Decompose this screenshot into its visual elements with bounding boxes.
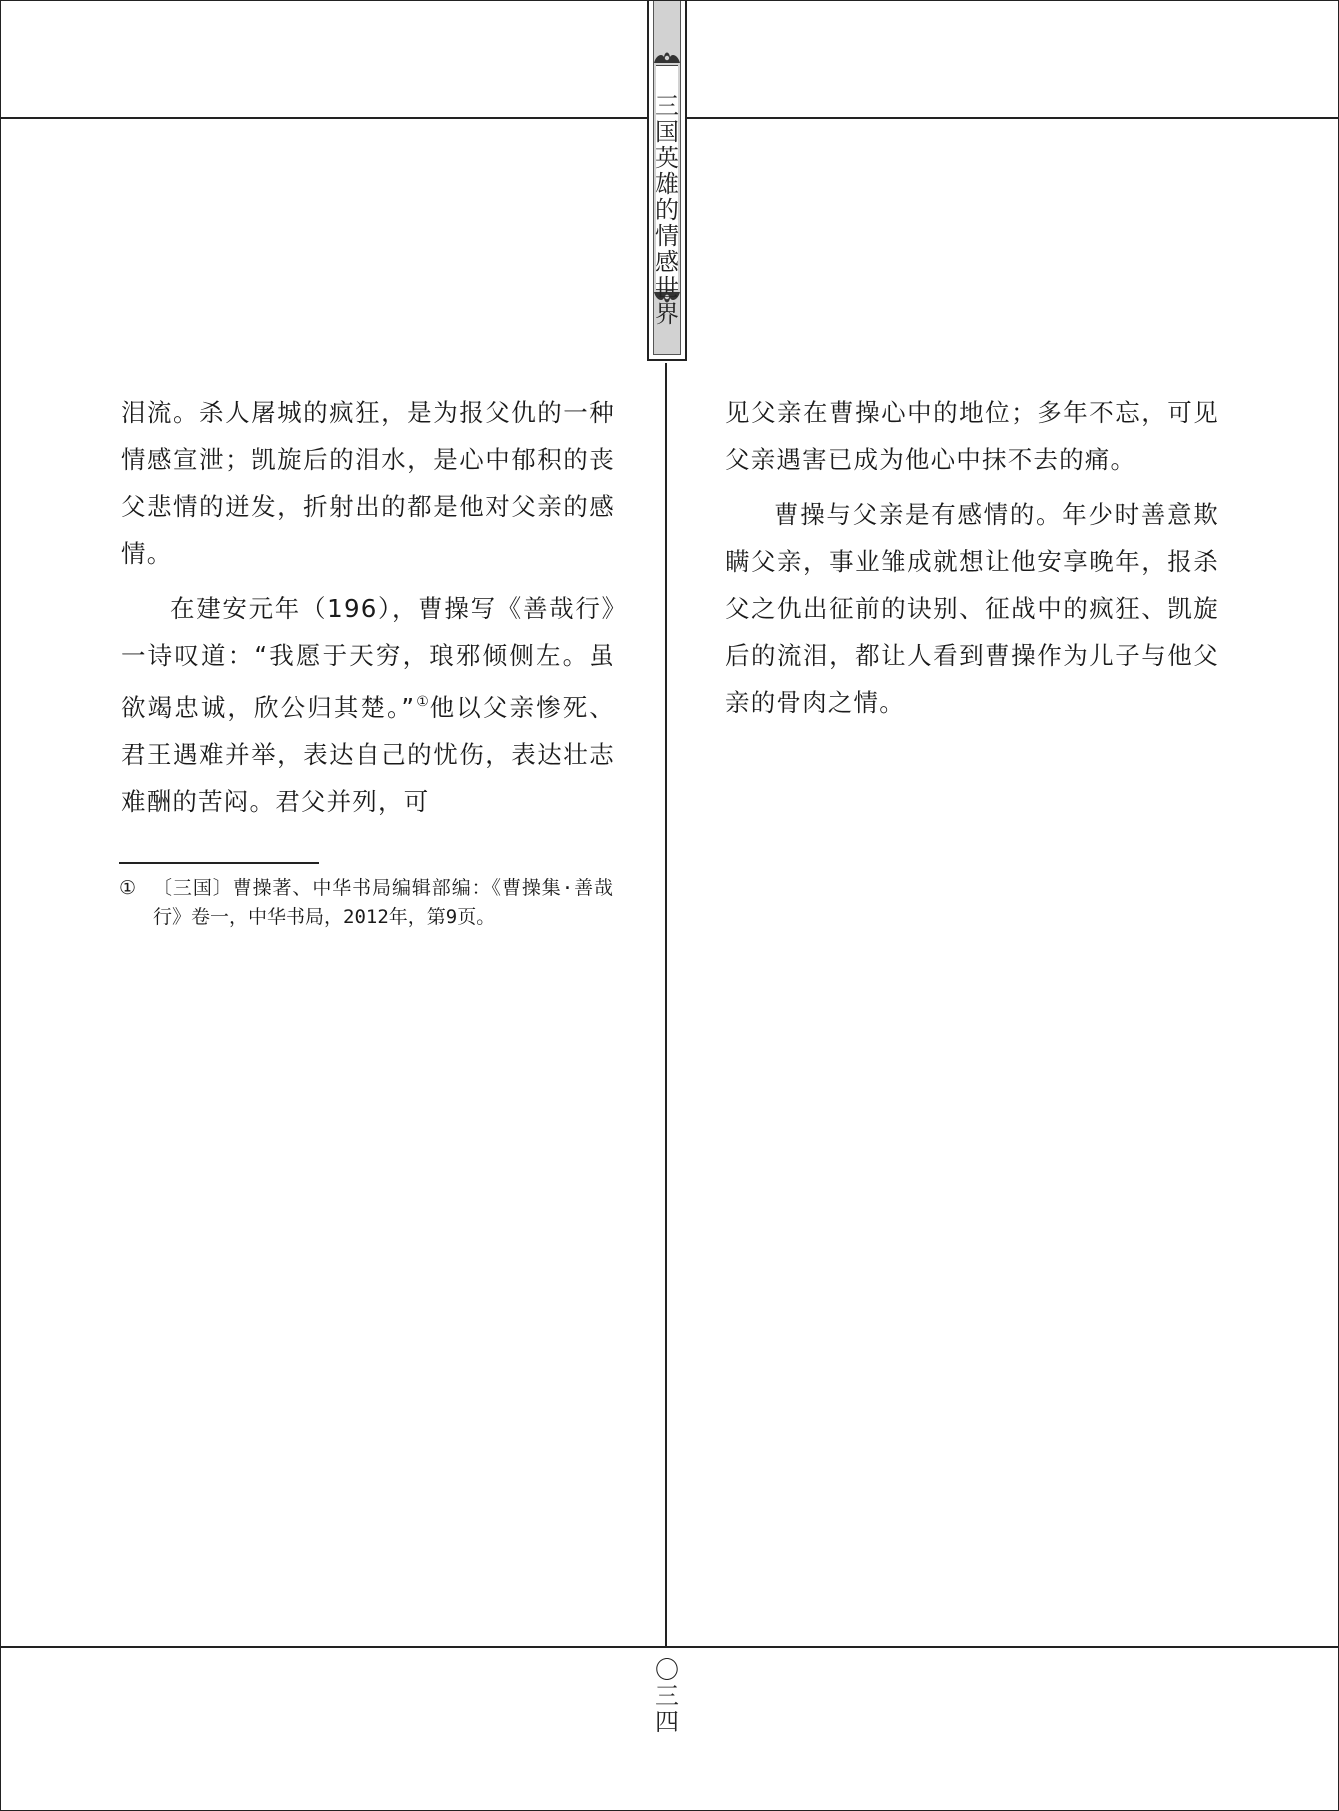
right-text-column bbox=[725, 389, 1219, 726]
page-number-char: 〇 bbox=[655, 1656, 679, 1684]
book-title-char: 雄 bbox=[655, 170, 679, 198]
page-number-char: 三 bbox=[655, 1682, 679, 1710]
paragraph: 曹操与父亲是有感情的。年少时善意欺瞒父亲，事业雏成就想让他安享晚年，报杀父之仇出征前的诀别、征战中的疯狂、凯旋后的流泪，都让人看到曹操作为儿子与他父亲的骨肉之情。 bbox=[725, 500, 1219, 717]
spine-gray-band bbox=[653, 1, 681, 355]
cloud-ornament-icon bbox=[653, 47, 681, 65]
book-title-vertical bbox=[654, 93, 680, 327]
book-title-char: 三 bbox=[655, 92, 679, 120]
paragraph: 泪流。杀人屠城的疯狂，是为报父仇的一种情感宣泄；凯旋后的泪水，是心中郁积的丧父悲情的迸发，折射出的都是他对父亲的感情。 bbox=[121, 398, 615, 568]
footnote bbox=[119, 874, 613, 932]
page-number-char: 四 bbox=[655, 1708, 679, 1736]
book-title-char: 世 bbox=[655, 274, 679, 302]
book-title-char: 界 bbox=[655, 300, 679, 328]
paragraph-text: 在建安元年（196），曹操写《善哉行》一诗叹道：“我愿于天穷，琅邪倾侧左。虽欲竭忠诚，欣公归其楚。” bbox=[121, 594, 615, 722]
footnote-reference[interactable]: ① bbox=[415, 694, 430, 710]
book-title-char: 国 bbox=[655, 118, 679, 146]
footnote-marker: ① bbox=[119, 877, 137, 899]
footnote-separator bbox=[119, 862, 319, 864]
left-text-column bbox=[121, 389, 615, 825]
gutter-divider bbox=[665, 363, 667, 1646]
page-number-vertical bbox=[649, 1657, 685, 1735]
book-title-char: 感 bbox=[655, 248, 679, 276]
paragraph-text: 他以父亲惨死、君王遇难并举，表达自己的忧伤，表达壮志难酬的苦闷。君父并列，可 bbox=[121, 693, 615, 816]
book-title-char: 情 bbox=[655, 222, 679, 250]
book-title-char: 英 bbox=[655, 144, 679, 172]
footer-rule bbox=[1, 1646, 1338, 1648]
footnote-text: 〔三国〕曹操著、中华书局编辑部编：《曹操集·善哉行》卷一，中华书局，2012年，第9页。 bbox=[153, 877, 613, 928]
paragraph bbox=[121, 585, 615, 825]
book-title-char: 的 bbox=[655, 196, 679, 224]
paragraph: 见父亲在曹操心中的地位；多年不忘，可见父亲遇害已成为他心中抹不去的痛。 bbox=[725, 398, 1219, 474]
spine-title-box bbox=[647, 1, 687, 361]
